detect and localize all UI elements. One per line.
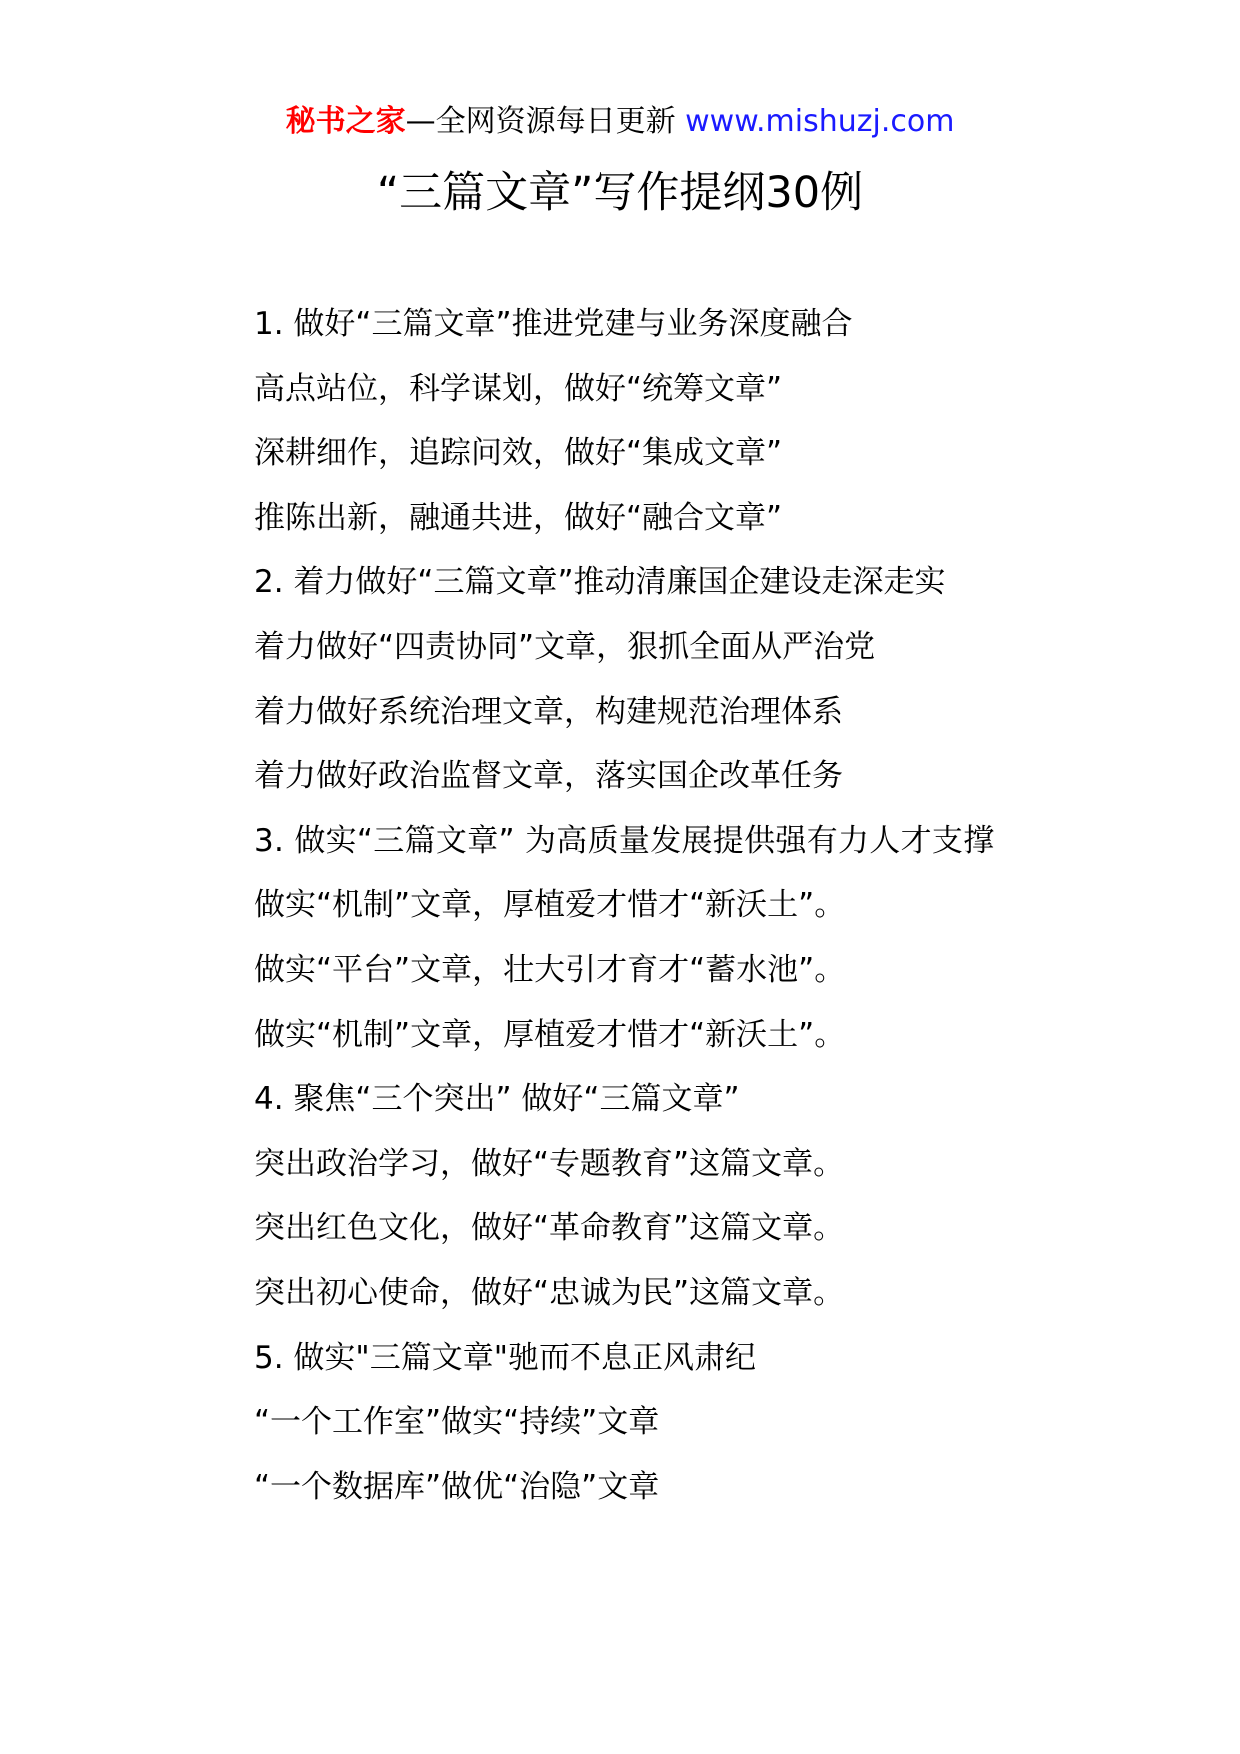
outline-item: 做实“平台”文章，壮大引才育才“蓄水池”。 [254, 951, 846, 988]
outline-item: 突出初心使命，做好“忠诚为民”这篇文章。 [254, 1274, 845, 1311]
outline-item: 高点站位，科学谋划，做好“统筹文章” [254, 370, 783, 407]
outline-item: 突出红色文化，做好“革命教育”这篇文章。 [254, 1210, 845, 1247]
outline-item: 推陈出新，融通共进，做好“融合文章” [254, 499, 783, 536]
outline-item: 做实“机制”文章，厚植爱才惜才“新沃土”。 [254, 887, 846, 924]
document-title: “三篇文章”写作提纲30例 [376, 168, 864, 218]
outline-item: 突出政治学习，做好“专题教育”这篇文章。 [254, 1145, 845, 1182]
brand-name: 秘书之家 [285, 104, 406, 139]
section-heading-1: 1. 做好“三篇文章”推进党建与业务深度融合 [254, 306, 853, 342]
outline-item: 深耕细作，追踪问效，做好“集成文章” [254, 435, 783, 472]
site-url-link[interactable]: www.mishuzj.com [685, 104, 955, 139]
section-heading-3: 3. 做实“三篇文章” 为高质量发展提供强有力人才支撑 [254, 822, 995, 859]
outline-item: 着力做好政治监督文章，落实国企改革任务 [254, 758, 843, 795]
outline-item: 着力做好“四责协同”文章，狠抓全面从严治党 [254, 628, 876, 665]
document-body [187, 292, 1057, 1519]
section-heading-4: 4. 聚焦“三个突出” 做好“三篇文章” [254, 1081, 740, 1118]
outline-item: “一个工作室”做实“持续”文章 [254, 1404, 660, 1441]
outline-item: “一个数据库”做优“治隐”文章 [254, 1468, 660, 1505]
site-header [0, 100, 1240, 144]
outline-item: 做实“机制”文章，厚植爱才惜才“新沃土”。 [254, 1016, 846, 1053]
section-heading-2: 2. 着力做好“三篇文章”推动清廉国企建设走深走实 [254, 564, 946, 601]
site-tagline: —全网资源每日更新 [405, 104, 686, 139]
outline-item: 着力做好系统治理文章，构建规范治理体系 [254, 693, 843, 730]
section-heading-5: 5. 做实"三篇文章"驰而不息正风肃纪 [254, 1339, 756, 1376]
